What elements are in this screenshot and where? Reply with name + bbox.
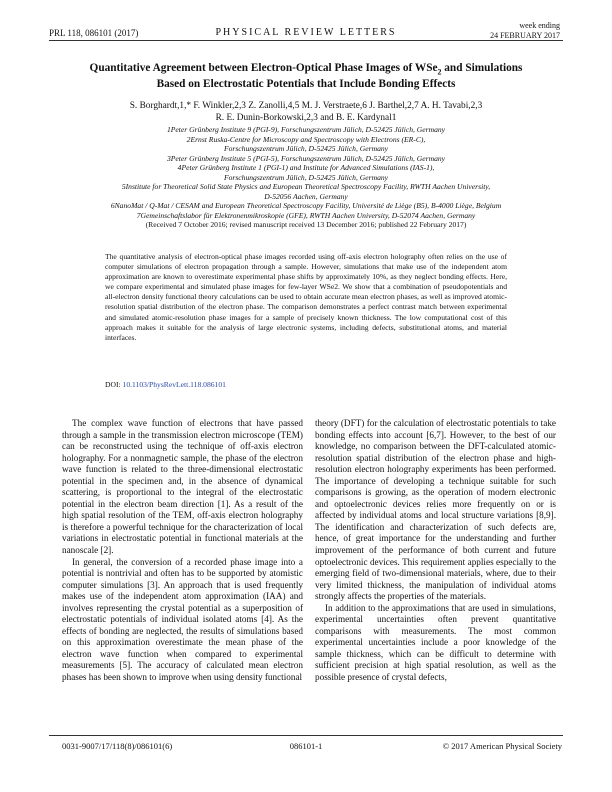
paragraph: The complex wave function of electrons that have passed through a sample in the transmission electron microscope (TEM) can be reconstructed using the technique of off-axis electron holography. For a nonmagnetic sample, the phase of the electron wave function is related to the three-dimensional electrostatic potential in the specimen and, in the absence of dynamical scattering, is proportional to the integral of the electrostatic potential in the electron beam direction [1]. As a result of the high spatial resolution of the TEM, off-axis electron holography is therefore a powerful technique for the characterization of local variations in electrostatic potential in functional materials at the nanoscale [2]. xyxy=(62,418,303,556)
footer-rule xyxy=(49,735,563,736)
header-rule xyxy=(49,40,563,41)
title-line2: Based on Electrostatic Potentials that Include Bonding Effects xyxy=(156,78,456,91)
copyright: © 2017 American Physical Society xyxy=(442,741,562,751)
affiliation-line: 1Peter Grünberg Institute 9 (PGI-9), Forschungszentrum Jülich, D-52425 Jülich, Germany xyxy=(166,125,446,134)
journal-name: PHYSICAL REVIEW LETTERS xyxy=(215,27,397,38)
right-column xyxy=(315,418,556,684)
received-dates: (Received 7 October 2016; revised manuscript received 13 December 2016; published 22 February 2017) xyxy=(145,220,467,229)
paragraph: theory (DFT) for the calculation of electrostatic potentials to take bonding effects into account [6,7]. However, to the best of our knowledge, no comparison between the DFT-calculated atomic-resolution spatial distribution of the electron phase and high-resolution electron holography experiments has been performed. The importance of developing a technique suitable for such comparisons is growing, as the operation of modern electronic and optoelectronic devices relies more frequently on or is affected by individual atoms and local structure variations [8,9]. The identification and characterization of such defects are, hence, of great importance for the understanding and further improvement of the performance of both current and future optoelectronic devices. This requirement applies especially to the emerging field of two-dimensional materials, where, due to their very limited thickness, the manipulation of individual atoms strongly affects the properties of the materials. xyxy=(315,418,556,602)
paper-title xyxy=(55,62,557,91)
doi-link[interactable]: 10.1103/PhysRevLett.118.086101 xyxy=(122,380,226,389)
left-column xyxy=(62,418,303,684)
affiliation-line: 2Ernst Ruska-Centre for Microscopy and Spectroscopy with Electrons (ER-C), xyxy=(186,134,426,144)
page-number: 086101-1 xyxy=(289,741,323,751)
authors-line1: S. Borghardt,1,* F. Winkler,2,3 Z. Zanolli,4,5 M. J. Verstraete,6 J. Barthel,2,7 A. H. Tavabi,2,3 xyxy=(129,101,483,111)
affiliation-line: 5Institute for Theoretical Solid State Physics and European Theoretical Spectroscopy Facility, RWTH Aachen University, xyxy=(121,182,491,191)
title-subscript: 2 xyxy=(437,67,442,77)
affiliation-line: 4Peter Grünberg Institute 1 (PGI-1) and Institute for Advanced Simulations (IAS-1), xyxy=(177,163,435,172)
week-label: week ending xyxy=(519,21,560,30)
affiliation-line: Forschungszentrum Jülich, D-52425 Jülich, Germany xyxy=(223,144,389,153)
footer-article-code: 0031-9007/17/118(8)/086101(6) xyxy=(62,741,173,751)
issue-date xyxy=(490,21,560,40)
affiliation-line: D-52056 Aachen, Germany xyxy=(264,191,348,201)
affiliation-line: Forschungszentrum Jülich, D-52425 Jülich, Germany xyxy=(223,172,389,182)
authors-line2: R. E. Dunin-Borkowski,2,3 and B. E. Kardynal1 xyxy=(215,113,397,123)
doi xyxy=(105,380,226,389)
affiliation-line: 3Peter Grünberg Institute 5 (PGI-5), Forschungszentrum Jülich, D-52425 Jülich, Germany xyxy=(166,153,446,163)
affiliation-line: 7Gemeinschaftslabor für Elektronenmikroskopie (GFE), RWTH Aachen University, D-52074 Aachen, Germany xyxy=(136,210,476,220)
journal-reference: PRL 118, 086101 (2017) xyxy=(49,28,139,38)
affiliations xyxy=(40,125,572,230)
abstract: The quantitative analysis of electron-optical phase images recorded using off-axis electron holography often relies on the use of computer simulations of electron propagation through a sample. However, simulations that make use of the independent atom approximation are known to overestimate experimental phase shifts by approximately 10%, as they neglect bonding effects. Here, we compare experimental and simulated phase images for few-layer WSe2. We show that a combination of pseudopotentials and all-electron density functional theory calculations can be used to obtain accurate mean electron phases, as well as improved atomic-resolution spatial distribution of the electron phase. The comparison demonstrates a perfect contrast match between experimental and simulated atomic-resolution phase images for a sample of precisely known thickness. The low computational cost of this approach makes it suitable for the analysis of large electronic systems, including defects, substitutional atoms, and material interfaces. xyxy=(105,252,507,342)
paragraph: In addition to the approximations that are used in simulations, experimental uncertainties often prevent quantitative comparisons with measurements. The most common experimental uncertainties include a poor knowledge of the sample thickness, which can be difficult to determine with sufficient precision at high spatial resolution, as well as the possible presence of crystal defects, xyxy=(315,602,556,683)
paragraph: In general, the conversion of a recorded phase image into a potential is nontrivial and often has to be supported by atomistic computer simulations [3]. An approach that is used frequently makes use of the independent atom approximation (IAA) and involves representing the crystal potential as a superposition of electrostatic potentials of individual isolated atoms [4]. As the effects of bonding are neglected, the results of simulations based on this approximation overestimate the mean phase of the electron wave function when compared to experimental measurements [5]. The accuracy of calculated mean electron phases has been shown to improve when using density functional xyxy=(62,556,303,683)
title-line1: Quantitative Agreement between Electron-Optical Phase Images of WSe xyxy=(89,62,438,74)
doi-label: DOI: xyxy=(105,380,123,389)
title-line1-end: and Simulations xyxy=(441,62,523,74)
week-date: 24 FEBRUARY 2017 xyxy=(490,30,560,40)
affiliation-line: 6NanoMat / Q-Mat / CESAM and European Theoretical Spectroscopy Facility, Université de Liège (B5), B-4000 Liège, Belgium xyxy=(110,201,502,210)
author-list xyxy=(55,100,557,124)
